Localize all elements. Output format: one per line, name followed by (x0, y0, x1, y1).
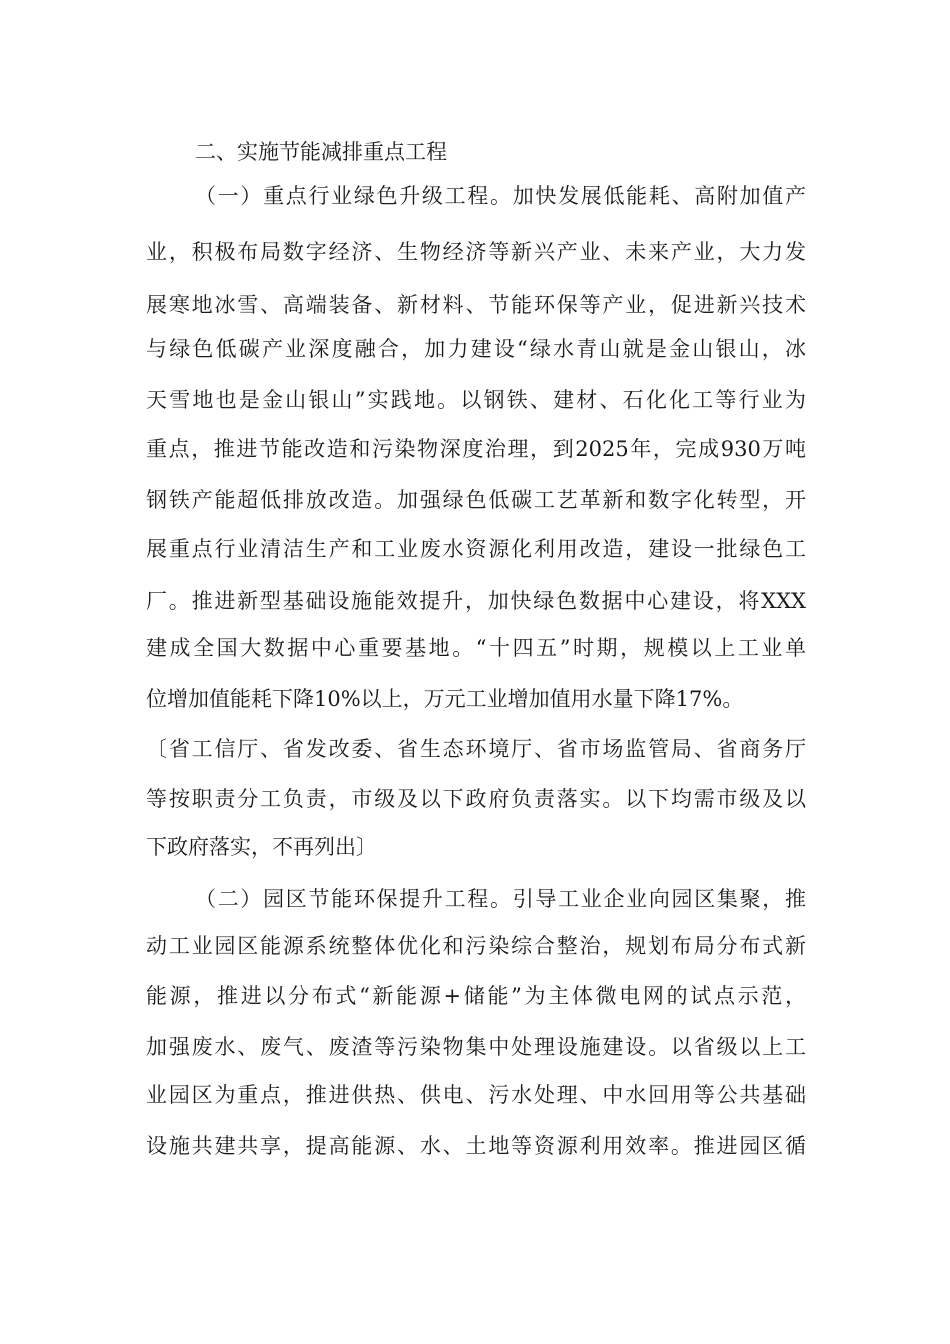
paragraph-line: 等按职责分工负责，市级及以下政府负责落实。以下均需市级及以 (146, 787, 806, 811)
paragraph-line: 下政府落实，不再列出〕 (146, 835, 377, 859)
paragraph-line: 与绿色低碳产业深度融合，加力建设“绿水青山就是金山银山，冰 (146, 337, 806, 361)
paragraph-line: 位增加值能耗下降10%以上，万元工业增加值用水量下降17%。 (146, 687, 744, 711)
paragraph-line: 建成全国大数据中心重要基地。“十四五”时期，规模以上工业单 (146, 636, 806, 660)
paragraph-line: 展重点行业清洁生产和工业废水资源化利用改造，建设一批绿色工 (146, 537, 806, 561)
paragraph-line: 〔省工信厅、省发改委、省生态环境厅、省市场监管局、省商务厅 (146, 737, 806, 761)
paragraph-line: 业，积极布局数字经济、生物经济等新兴产业、未来产业，大力发 (146, 240, 806, 264)
paragraph-line: 设施共建共享，提高能源、水、土地等资源利用效率。推进园区循 (146, 1134, 806, 1158)
paragraph-line: 钢铁产能超低排放改造。加强绿色低碳工艺革新和数字化转型，开 (146, 488, 806, 512)
paragraph-line: 业园区为重点，推进供热、供电、污水处理、中水回用等公共基础 (146, 1083, 806, 1107)
section-heading: 二、实施节能减排重点工程 (195, 140, 447, 164)
paragraph-line: 能源，推进以分布式“新能源+储能”为主体微电网的试点示范， (146, 984, 806, 1008)
paragraph-line: 天雪地也是金山银山”实践地。以钢铁、建材、石化化工等行业为 (146, 388, 806, 412)
paragraph-line: （二）园区节能环保提升工程。引导工业企业向园区集聚，推 (195, 887, 806, 911)
paragraph-line: 重点，推进节能改造和污染物深度治理，到2025年，完成930万吨 (146, 437, 806, 461)
paragraph-line: （一）重点行业绿色升级工程。加快发展低能耗、高附加值产 (195, 184, 806, 208)
paragraph-line: 厂。推进新型基础设施能效提升，加快绿色数据中心建设，将XXX (146, 589, 806, 613)
paragraph-line: 加强废水、废气、废渣等污染物集中处理设施建设。以省级以上工 (146, 1035, 806, 1059)
paragraph-line: 动工业园区能源系统整体优化和污染综合整治，规划布局分布式新 (146, 934, 806, 958)
paragraph-line: 展寒地冰雪、高端装备、新材料、节能环保等产业，促进新兴技术 (146, 293, 806, 317)
